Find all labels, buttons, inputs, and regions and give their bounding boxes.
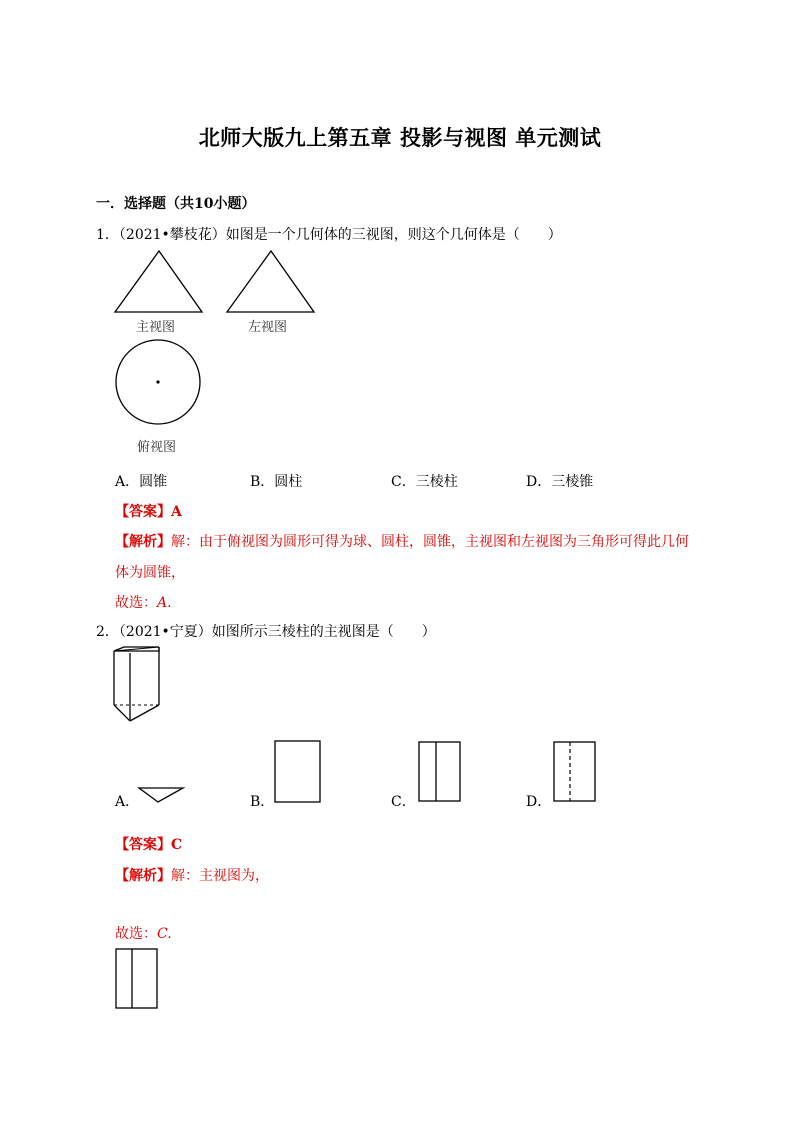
analysis-text: 解：由于俯视图为圆形可得为球、圆柱，圆锥，主视图和左视图为三角形可得此几何 — [171, 534, 689, 550]
section-heading: 一．选择题（共10小题） — [96, 196, 256, 212]
left-view-triangle — [226, 250, 316, 314]
analysis-2-line1 — [115, 865, 269, 885]
analysis-text: 解：主视图为， — [171, 868, 269, 884]
q2-option-a: A． — [115, 794, 140, 810]
answer-value: A — [171, 504, 182, 520]
front-view-triangle — [114, 250, 204, 314]
top-view-circle — [114, 338, 202, 426]
q2-option-d: D． — [526, 794, 552, 810]
option-b: B．圆柱 — [250, 474, 303, 490]
choose-label: 故选： — [115, 595, 157, 611]
option-c: C．三棱柱 — [391, 474, 458, 490]
answer-1 — [115, 501, 182, 521]
option-d: D．三棱锥 — [526, 474, 594, 490]
triangular-prism-figure — [112, 645, 162, 723]
q2-answer-figure — [115, 948, 159, 1010]
choose-value: C. — [157, 926, 172, 942]
question-2 — [96, 621, 436, 641]
answer-2 — [115, 834, 182, 854]
answer-value: C — [171, 837, 183, 853]
top-view-label: 俯视图 — [137, 440, 177, 455]
q2-option-c-figure — [418, 741, 462, 803]
q2-option-c: C． — [391, 794, 416, 810]
choose-2 — [115, 923, 172, 943]
question-1 — [96, 224, 562, 244]
answer-label: 【答案】 — [115, 837, 171, 853]
answer-label: 【答案】 — [115, 504, 171, 520]
q2-option-d-figure — [553, 741, 597, 803]
analysis-1-line1 — [115, 531, 689, 551]
choose-label: 故选： — [115, 926, 157, 942]
q2-option-b-figure — [274, 740, 322, 804]
question-number: 2． — [96, 624, 119, 640]
question-stem: （2021•宁夏）如图所示三棱柱的主视图是（ ） — [118, 624, 436, 640]
analysis-1-line2: 体为圆锥， — [115, 565, 185, 581]
analysis-label: 【解析】 — [115, 868, 171, 884]
question-stem: （2021•攀枝花）如图是一个几何体的三视图，则这个几何体是（ ） — [118, 227, 562, 243]
question-number: 1． — [96, 227, 119, 243]
document-title: 北师大版九上第五章 投影与视图 单元测试 — [198, 125, 602, 150]
left-view-label: 左视图 — [248, 320, 288, 335]
front-view-label: 主视图 — [136, 320, 176, 335]
analysis-label: 【解析】 — [115, 534, 171, 550]
q2-option-b: B． — [250, 794, 275, 810]
choose-1 — [115, 592, 172, 612]
choose-value: A. — [157, 595, 172, 611]
q2-option-a-figure — [138, 786, 184, 804]
option-a: A．圆锥 — [115, 474, 168, 490]
